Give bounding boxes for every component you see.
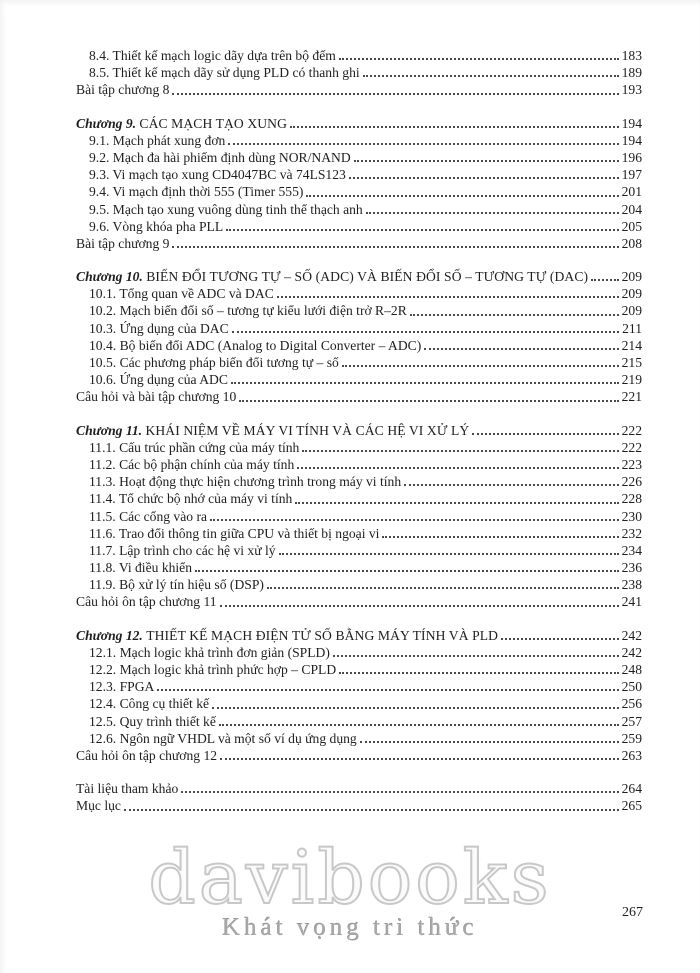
toc-entry-label — [76, 268, 588, 285]
toc-entry-label: 10.2. Mạch biến đổi số – tương tự kiểu lưới điện trở R–2R — [89, 303, 407, 319]
toc-page-number: 215 — [621, 355, 642, 370]
toc-entry-label: 11.4. Tổ chức bộ nhớ của máy vi tính — [89, 491, 293, 507]
toc-entry-label: 11.2. Các bộ phận chính của máy tính — [89, 456, 295, 472]
toc-entry — [76, 730, 642, 747]
dot-leader — [226, 229, 618, 231]
dot-leader — [157, 689, 618, 691]
dot-leader — [172, 246, 618, 248]
toc-entry-label: 9.6. Vòng khóa pha PLL — [89, 218, 224, 234]
dot-leader — [342, 365, 619, 367]
dot-leader — [501, 638, 619, 640]
toc-entry-label: 11.9. Bộ xử lý tín hiệu số (DSP) — [89, 577, 264, 593]
toc-page-number: 204 — [621, 201, 642, 217]
toc-page-number: 232 — [621, 525, 642, 541]
toc-entry-label: Bài tập chương 9 — [76, 235, 170, 251]
toc-entry — [76, 149, 642, 166]
toc-page-number: 257 — [621, 713, 642, 729]
toc-entry — [76, 456, 642, 473]
dot-leader — [306, 195, 618, 197]
toc-entry-label: 12.2. Mạch logic khả trình phức hợp – CPLD — [89, 662, 337, 677]
toc-entry — [76, 695, 642, 712]
toc-entry-label: 9.4. Vi mạch định thời 555 (Timer 555) — [89, 184, 304, 200]
toc-page-number: 209 — [621, 286, 642, 302]
dot-leader — [363, 75, 619, 77]
toc-entry-label: 10.4. Bộ biến đổi ADC (Analog to Digital Converter – ADC) — [89, 337, 422, 353]
toc-page-number: 189 — [621, 65, 642, 81]
dot-leader — [210, 519, 619, 521]
toc-chapter-prefix: Chương 12. — [76, 627, 147, 643]
toc-entry — [76, 166, 642, 183]
toc-page-number: 197 — [621, 167, 642, 183]
dot-leader — [212, 707, 619, 709]
toc-entry-label — [76, 627, 498, 644]
page-number: 267 — [622, 905, 643, 920]
toc-entry — [76, 337, 642, 354]
toc-page-number: 228 — [621, 491, 642, 507]
toc-entry — [76, 81, 642, 98]
toc-entry — [76, 201, 642, 218]
toc-page-number: 264 — [621, 781, 642, 797]
toc-entry — [76, 285, 642, 302]
toc-entry — [76, 559, 642, 576]
toc-entry — [76, 439, 642, 456]
toc-entry-label: Mục lục — [76, 798, 121, 814]
toc-page-number: 250 — [621, 679, 642, 695]
dot-leader — [591, 279, 618, 281]
toc-page-number: 201 — [621, 184, 642, 200]
toc-entry-label: 11.3. Hoạt động thực hiện chương trình trong máy vi tính — [89, 474, 402, 490]
dot-leader — [349, 177, 619, 179]
toc-entry-label: 10.5. Các phương pháp biến đổi tương tự – số — [89, 355, 339, 370]
toc-entry — [76, 354, 642, 371]
dot-leader — [220, 605, 619, 607]
toc-entry — [76, 47, 642, 64]
dot-leader — [404, 484, 618, 486]
toc-entry-label: Câu hỏi ôn tập chương 12 — [76, 747, 218, 763]
toc-entry — [76, 593, 642, 610]
toc-entry-label: 9.2. Mạch đa hài phiếm định dùng NOR/NAND — [89, 149, 351, 165]
toc-page-number: 219 — [621, 372, 642, 388]
toc-entry — [76, 747, 642, 764]
toc-chapter-entry — [76, 268, 642, 285]
toc-entry-label: 8.5. Thiết kế mạch dãy sử dụng PLD có thanh ghi — [89, 65, 360, 81]
toc-page-number: 238 — [621, 577, 642, 593]
toc-chapter-prefix: Chương 11. — [76, 422, 146, 438]
dot-leader — [297, 467, 618, 469]
toc-page-number: 241 — [621, 594, 642, 610]
toc-chapter-prefix: Chương 10. — [76, 269, 147, 285]
toc-page-number: 196 — [621, 149, 642, 165]
dot-leader — [295, 502, 618, 504]
toc-page-number: 230 — [621, 508, 642, 524]
dot-leader — [231, 382, 619, 384]
dot-leader — [424, 348, 618, 350]
dot-leader — [382, 536, 618, 538]
toc-entry-label: Câu hỏi ôn tập chương 11 — [76, 594, 217, 610]
dot-leader — [220, 758, 619, 760]
toc-page-number: 222 — [621, 422, 642, 438]
toc-page-number: 242 — [621, 644, 642, 660]
toc-entry — [76, 302, 642, 319]
toc-entry-label: 11.6. Trao đổi thông tin giữa CPU và thiết bị ngoại vi — [89, 525, 380, 541]
toc-page-number: 242 — [621, 627, 642, 643]
toc-entry-label — [76, 422, 469, 439]
toc-entry-label: 10.1. Tổng quan về ADC và DAC — [89, 286, 274, 302]
toc-entry-label: 8.4. Thiết kế mạch logic dãy dựa trên bộ đếm — [89, 48, 336, 63]
toc-entry-label: 11.5. Các cổng vào ra — [89, 508, 208, 524]
watermark-tagline: Khát vọng tri thức — [222, 914, 478, 941]
toc-entry — [76, 797, 642, 814]
toc-page-number: 194 — [621, 115, 642, 131]
toc-page-number: 265 — [621, 798, 642, 814]
toc-entry — [76, 644, 642, 661]
toc-entry — [76, 218, 642, 235]
toc-entry-label: 9.1. Mạch phát xung đơn — [89, 132, 226, 148]
toc-entry — [76, 525, 642, 542]
toc-chapter-title: BIẾN ĐỔI TƯƠNG TỰ – SỐ (ADC) VÀ BIẾN ĐỔI SỐ – TƯƠNG TỰ (DAC) — [146, 269, 589, 285]
dot-leader — [472, 433, 618, 435]
toc-entry-label: Câu hỏi và bài tập chương 10 — [76, 389, 237, 405]
toc-entry — [76, 576, 642, 593]
toc-page-number: 209 — [621, 269, 642, 285]
toc-page-number: 256 — [621, 696, 642, 712]
toc-entry — [76, 508, 642, 525]
toc-entry — [76, 388, 642, 405]
toc-entry — [76, 132, 642, 149]
toc-page-number: 259 — [621, 730, 642, 746]
toc-entry-label: 12.4. Công cụ thiết kế — [89, 696, 210, 712]
toc-page-number: 214 — [621, 337, 642, 353]
toc-page-number: 223 — [621, 456, 642, 472]
toc-entry — [76, 473, 642, 490]
dot-leader — [219, 724, 619, 726]
dot-leader — [410, 314, 619, 316]
dot-leader — [339, 58, 619, 60]
dot-leader — [181, 791, 618, 793]
watermark-brand: davibooks — [148, 835, 552, 921]
toc-page-number: 194 — [621, 132, 642, 148]
toc-entry-label: 9.5. Mạch tạo xung vuông dùng tinh thể thạch anh — [89, 201, 363, 217]
toc-entry-label: 10.3. Ứng dụng của DAC — [89, 320, 229, 336]
dot-leader — [232, 331, 619, 333]
toc-entry — [76, 183, 642, 200]
toc-list — [76, 47, 642, 815]
toc-entry — [76, 713, 642, 730]
toc-page-number: 234 — [621, 542, 642, 558]
toc-page-number: 205 — [621, 218, 642, 234]
toc-chapter-entry — [76, 115, 642, 132]
dot-leader — [239, 400, 618, 402]
dot-leader — [366, 212, 619, 214]
toc-entry — [76, 320, 642, 337]
toc-chapter-title: THIẾT KẾ MẠCH ĐIỆN TỬ SỐ BẰNG MÁY TÍNH VÀ PLD — [146, 627, 499, 643]
dot-leader — [354, 160, 619, 162]
toc-entry — [76, 371, 642, 388]
toc-chapter-title: CÁC MẠCH TẠO XUNG — [139, 115, 288, 131]
dot-leader — [124, 809, 619, 811]
toc-entry-label: 12.3. FPGA — [89, 679, 155, 695]
toc-page-number: 208 — [621, 235, 642, 251]
toc-page-number: 221 — [621, 389, 642, 405]
toc-page-number: 248 — [621, 662, 642, 677]
dot-leader — [360, 741, 619, 743]
dot-leader — [302, 450, 618, 452]
toc-page-number: 183 — [621, 48, 642, 63]
dot-leader — [228, 143, 618, 145]
toc-entry-label: 10.6. Ứng dụng của ADC — [89, 372, 228, 388]
toc-chapter-entry — [76, 627, 642, 644]
toc-entry-label: Bài tập chương 8 — [76, 82, 170, 98]
toc-entry-label: 12.6. Ngôn ngữ VHDL và một số ví dụ ứng dụng — [89, 730, 357, 746]
toc-entry — [76, 490, 642, 507]
toc-page-number: 193 — [621, 82, 642, 98]
dot-leader — [267, 587, 619, 589]
toc-entry — [76, 235, 642, 252]
toc-entry-label: 12.5. Quy trình thiết kế — [89, 713, 216, 729]
toc-entry-label: 11.8. Vi điều khiển — [89, 560, 193, 576]
toc-page-number: 263 — [621, 747, 642, 763]
toc-entry — [76, 542, 642, 559]
toc-entry-label: 11.1. Cấu trúc phần cứng của máy tính — [89, 439, 300, 455]
toc-entry-label — [76, 115, 287, 132]
dot-leader — [195, 570, 619, 572]
toc-entry-label: 12.1. Mạch logic khả trình đơn giản (SPLD) — [89, 644, 330, 660]
toc-entry — [76, 678, 642, 695]
toc-entry-label: Tài liệu tham khảo — [76, 781, 179, 797]
dot-leader — [279, 553, 619, 555]
watermark — [0, 835, 700, 942]
toc-entry-label: 11.7. Lập trình cho các hệ vi xử lý — [89, 542, 276, 558]
toc-chapter-title: KHÁI NIỆM VỀ MÁY VI TÍNH VÀ CÁC HỆ VI XỬ LÝ — [145, 422, 470, 438]
dot-leader — [172, 93, 618, 95]
toc-entry — [76, 661, 642, 678]
toc-entry — [76, 780, 642, 797]
dot-leader — [277, 296, 619, 298]
toc-chapter-prefix: Chương 9. — [76, 115, 140, 131]
toc-page-number: 211 — [622, 320, 642, 336]
toc-chapter-entry — [76, 422, 642, 439]
dot-leader — [290, 126, 619, 128]
toc-page-number: 226 — [621, 474, 642, 490]
dot-leader — [339, 672, 618, 674]
toc-entry — [76, 64, 642, 81]
toc-page-number: 209 — [621, 303, 642, 319]
dot-leader — [333, 655, 619, 657]
toc-page-number: 236 — [621, 560, 642, 576]
toc-entry-label: 9.3. Vi mạch tạo xung CD4047BC và 74LS123 — [89, 167, 346, 183]
toc-page-number: 222 — [621, 439, 642, 455]
